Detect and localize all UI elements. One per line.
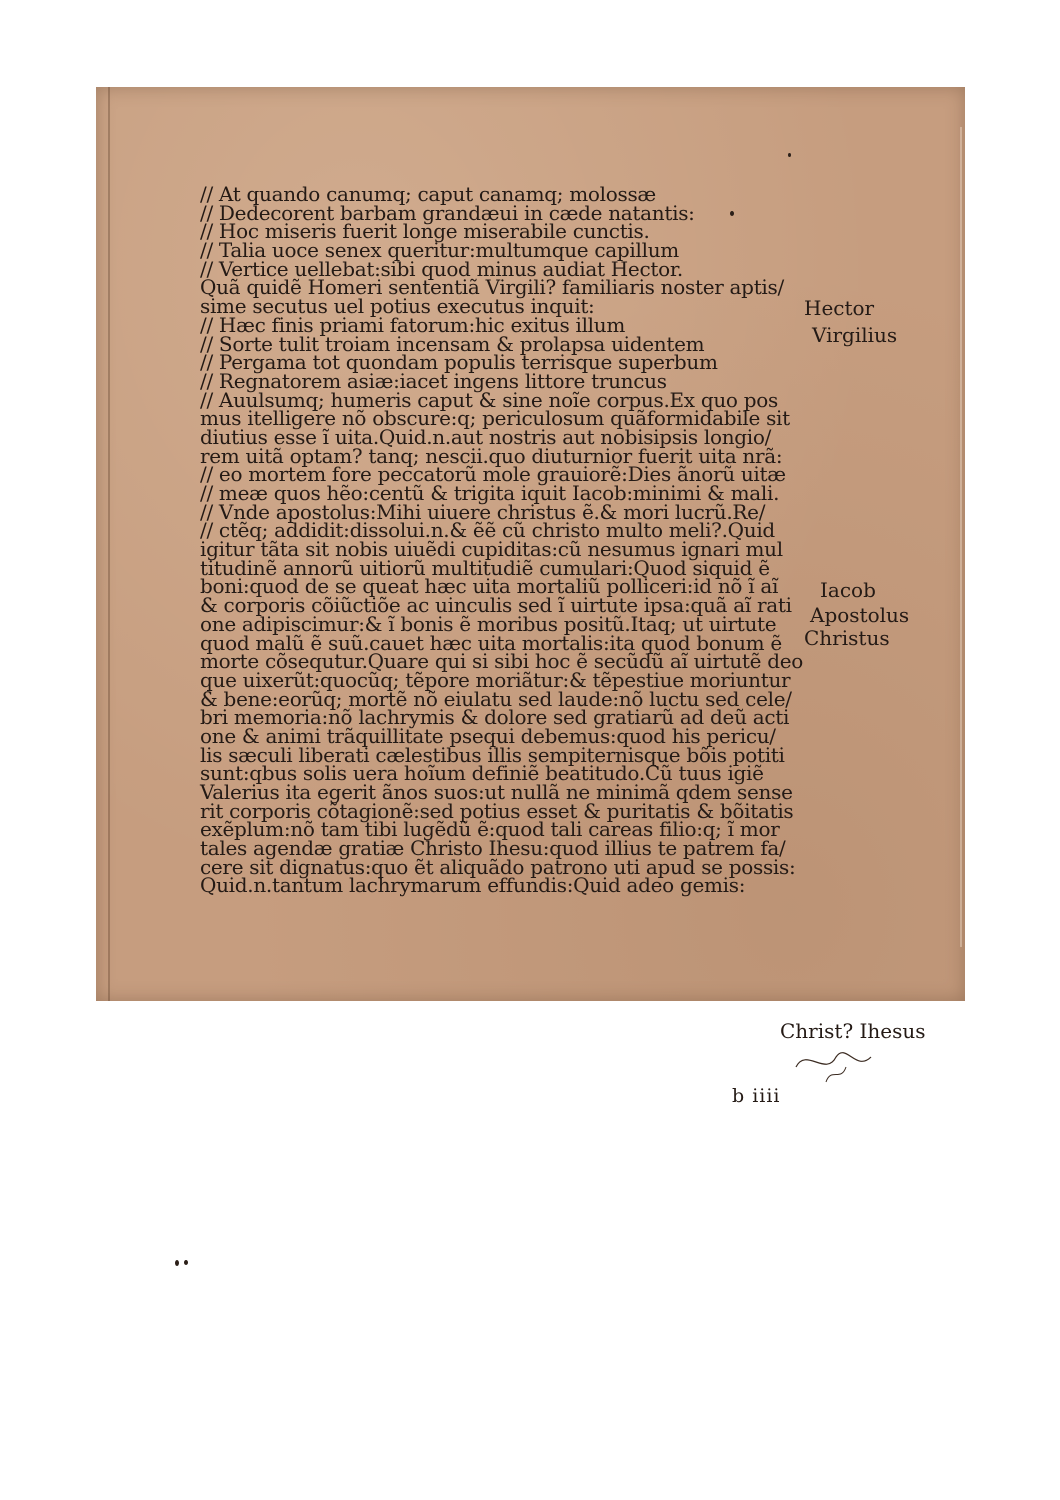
text-line: igitur tãta sit nobis uiuẽdi cupiditas:cũ nesumus ignari mul <box>200 537 783 562</box>
text-line: // Auulsumq; humeris caput & sine noĩe corpus.Ex quo pos <box>200 387 778 412</box>
text-line: cere sit dignatus:quo ẽt aliquãdo patrono uti apud se possis: <box>200 854 796 879</box>
text-line: // ctẽq; addidit:dissolui.n.& ẽẽ cũ christo multo meli?.Quid <box>200 518 775 543</box>
text-line: Quid.n.tantum lachrymarum effundis:Quid adeo gemis: <box>200 873 746 898</box>
text-line: one & animi trãquillitate psequi debemus:quod his pericu/ <box>200 723 776 748</box>
text-line: titudinẽ annorũ uitiorũ multitudiẽ cumulari:Quod siquid ẽ <box>200 555 770 580</box>
ink-speck <box>788 153 791 157</box>
text-line: que uixerũt:quocũq; tẽpore moriãtur:& tẽpestiue moriuntur <box>200 667 791 692</box>
ink-speck <box>184 1260 188 1265</box>
text-line: tales agendæ gratiæ Christo Ihesu:quod illius te patrem fa/ <box>200 836 786 861</box>
text-line: diutius esse ĩ uita.Quid.n.aut nostris aut nobisipsis longio/ <box>200 424 772 449</box>
text-line: rem uitã optam? tanq; nescii.quo diuturnior fuerit uita nrã: <box>200 443 783 468</box>
text-line: & bene:eorũq; mortẽ nõ eiulatu sed laude:nõ luctu sed cele/ <box>200 686 792 711</box>
text-line: one adipiscimur:& ĩ bonis ẽ moribus positũ.Itaq; ut uirtute <box>200 611 777 636</box>
margin-note-iacob: Iacob <box>820 578 876 602</box>
margin-note-christus: Christus <box>804 626 890 650</box>
text-line: bri memoria:nõ lachrymis & dolore sed gratiarũ ad deũ acti <box>200 705 790 730</box>
signature-mark: b iiii <box>732 1085 781 1107</box>
text-line: quod malũ ẽ suũ.cauet hæc uita mortalis:ita quod bonum ẽ <box>200 630 782 655</box>
text-line: // Regnatorem asiæ:iacet ingens littore truncus <box>200 368 667 393</box>
margin-note-christ-ihesus: Christ? Ihesus <box>780 1019 926 1043</box>
text-line: lis sæculi liberati cælestibus illis sempiternisque bõis potiti <box>200 742 785 767</box>
ink-speck <box>730 211 734 216</box>
text-line: // Talia uoce senex queritur:multumque capillum <box>200 238 679 263</box>
text-line: sunt:qbus solis uera hoĩum definiẽ beatitudo.Cũ tuus igiẽ <box>200 761 764 786</box>
text-line: // Hæc finis priami fatorum:hic exitus illum <box>200 312 626 337</box>
text-line: // eo mortem fore peccatorũ mole grauiorẽ:Dies ãnorũ uitæ <box>200 462 786 487</box>
text-line: & corporis cõiũctiõe ac uinculis sed ĩ uirtute ipsa:quã aĩ rati <box>200 593 792 618</box>
text-line: morte cõsequtur.Quare qui si sibi hoc ẽ secũdũ aĩ uirtutẽ deo <box>200 649 804 674</box>
text-line: exẽplum:nõ tam tibi lugẽdũ ẽ:quod tali careas filio:q; ĩ mor <box>200 817 780 842</box>
text-line: Quã quidẽ Homeri sententiã Virgili? familiaris noster aptis/ <box>200 275 784 300</box>
text-line: // Vnde apostolus:Mihi uiuere christus ẽ.& mori lucrũ.Re/ <box>200 499 766 524</box>
text-line: // Hoc miseris fuerit longe miserabile cunctis. <box>200 219 650 244</box>
text-line: // Vertice uellebat:sibi quod minus audiat Hector. <box>200 256 683 281</box>
text-line: // Pergama tot quondam populis terrisque superbum <box>200 350 718 375</box>
text-line: // Dedecorent barbam grandæui in cæde natantis: <box>200 200 695 225</box>
margin-note-virgilius: Virgilius <box>812 323 898 347</box>
text-line: mus itelligere nõ obscure:q; periculosum quãformidabile sit <box>200 406 790 431</box>
ink-speck <box>175 1260 179 1266</box>
handwritten-squiggle <box>786 1037 886 1087</box>
text-line: // At quando canumq; caput canamq; molossæ <box>200 182 656 206</box>
text-line: rit corporis cõtagionẽ:sed potius esset & puritatis & bõitatis <box>200 798 794 823</box>
main-text-block <box>200 182 804 898</box>
text-line: Valerius ita egerit ãnos suos:ut nullã ne minimã qdem sense <box>200 780 793 804</box>
page-scan <box>96 87 965 1107</box>
text-line: // meæ quos hẽo:centũ & trigita iquit Iacob:minimi & mali. <box>200 481 780 505</box>
margin-note-hector: Hector <box>804 296 875 320</box>
text-line: boni:quod de se queat hæc uita mortaliũ polliceri:id nõ ĩ aĩ <box>200 574 779 599</box>
text-line: // Sorte tulit troiam incensam & prolapsa uidentem <box>200 331 705 356</box>
margin-note-apostolus: Apostolus <box>810 603 910 627</box>
text-line: sime secutus uel potius executus inquit: <box>200 294 595 319</box>
